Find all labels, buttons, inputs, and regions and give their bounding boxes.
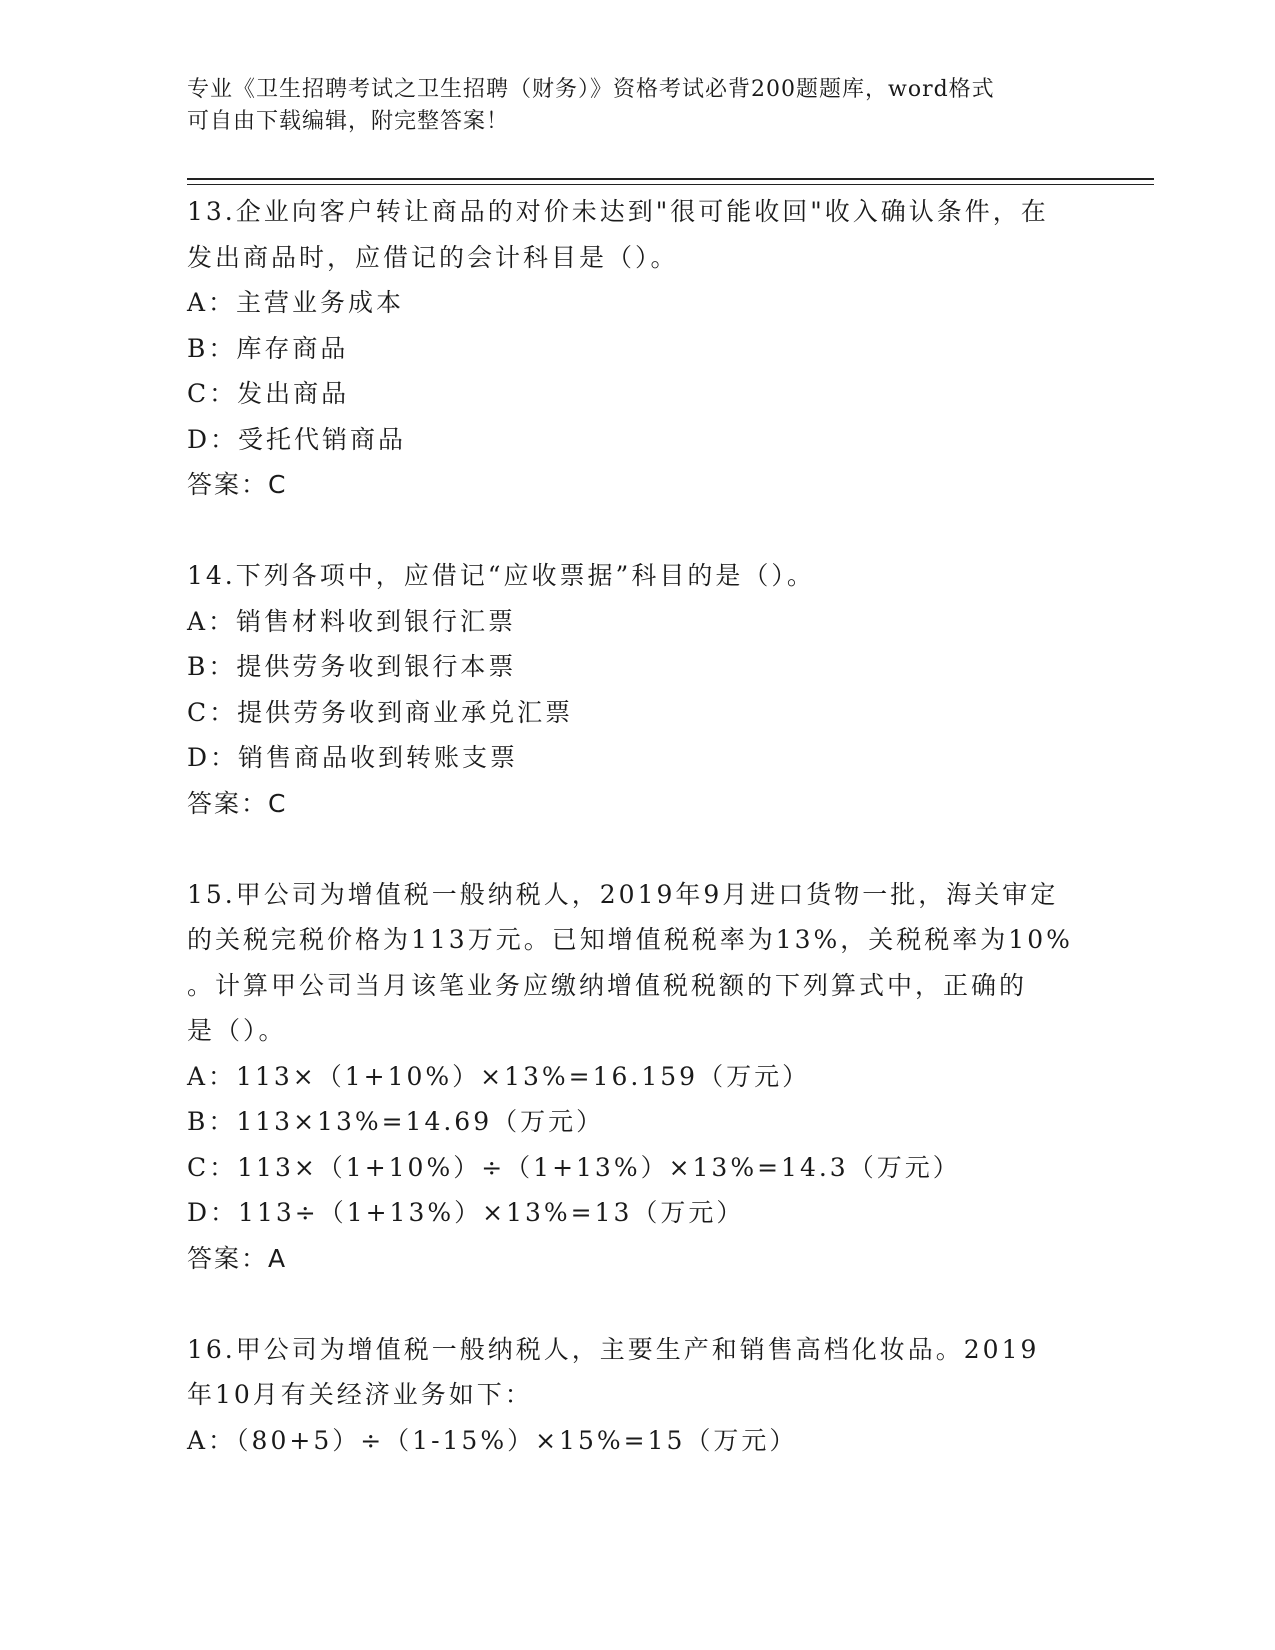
question-stem: 发出商品时，应借记的会计科目是（）。 — [187, 242, 679, 272]
option-c: C：发出商品 — [187, 379, 350, 408]
option-a: A：（80+5）÷（1-15%）×15%=15（万元） — [187, 1425, 798, 1455]
option-b: B：提供劳务收到银行本票 — [187, 652, 517, 681]
question-stem: 14.下列各项中，应借记“应收票据”科目的是（）。 — [187, 561, 815, 590]
option-a: A：主营业务成本 — [187, 288, 405, 317]
answer: 答案：C — [187, 788, 288, 818]
option-d: D：受托代销商品 — [187, 424, 407, 454]
answer: 答案：A — [187, 1243, 288, 1273]
option-a: A：113×（1+10%）×13%=16.159（万元） — [187, 1061, 811, 1091]
question-stem: 13.企业向客户转让商品的对价未达到"很可能收回"收入确认条件，在 — [187, 197, 1049, 226]
question-list — [187, 189, 1087, 1509]
option-b: B：113×13%=14.69（万元） — [187, 1107, 605, 1136]
header-divider-thick — [187, 178, 1154, 180]
header-line: 专业《卫生招聘考试之卫生招聘（财务）》资格考试必背200题题库，word格式 — [187, 77, 995, 102]
header-divider-thin — [187, 184, 1154, 185]
question-stem: 的关税完税价格为113万元。已知增值税税率为13%，关税税率为10% — [187, 925, 1073, 954]
question-16 — [187, 1327, 1087, 1464]
question-stem: 是（）。 — [187, 1016, 287, 1045]
question-14 — [187, 553, 1087, 826]
option-b: B：库存商品 — [187, 333, 349, 363]
question-13 — [187, 189, 1087, 508]
question-stem: 年10月有关经济业务如下： — [187, 1380, 533, 1409]
question-stem: 15.甲公司为增值税一般纳税人，2019年9月进口货物一批，海关审定 — [187, 879, 1059, 909]
document-header — [187, 74, 1067, 138]
header-line: 可自由下载编辑，附完整答案！ — [187, 109, 510, 134]
option-c: C：提供劳务收到商业承兑汇票 — [187, 697, 574, 727]
question-stem: 。计算甲公司当月该笔业务应缴纳增值税税额的下列算式中，正确的 — [187, 970, 1028, 1000]
question-stem: 16.甲公司为增值税一般纳税人，主要生产和销售高档化妆品。2019 — [187, 1334, 1040, 1364]
answer: 答案：C — [187, 470, 288, 499]
option-d: D：销售商品收到转账支票 — [187, 743, 519, 772]
option-d: D：113÷（1+13%）×13%=13（万元） — [187, 1198, 745, 1227]
question-15 — [187, 872, 1087, 1282]
option-a: A：销售材料收到银行汇票 — [187, 606, 517, 636]
option-c: C：113×（1+10%）÷（1+13%）×13%=14.3（万元） — [187, 1152, 961, 1182]
